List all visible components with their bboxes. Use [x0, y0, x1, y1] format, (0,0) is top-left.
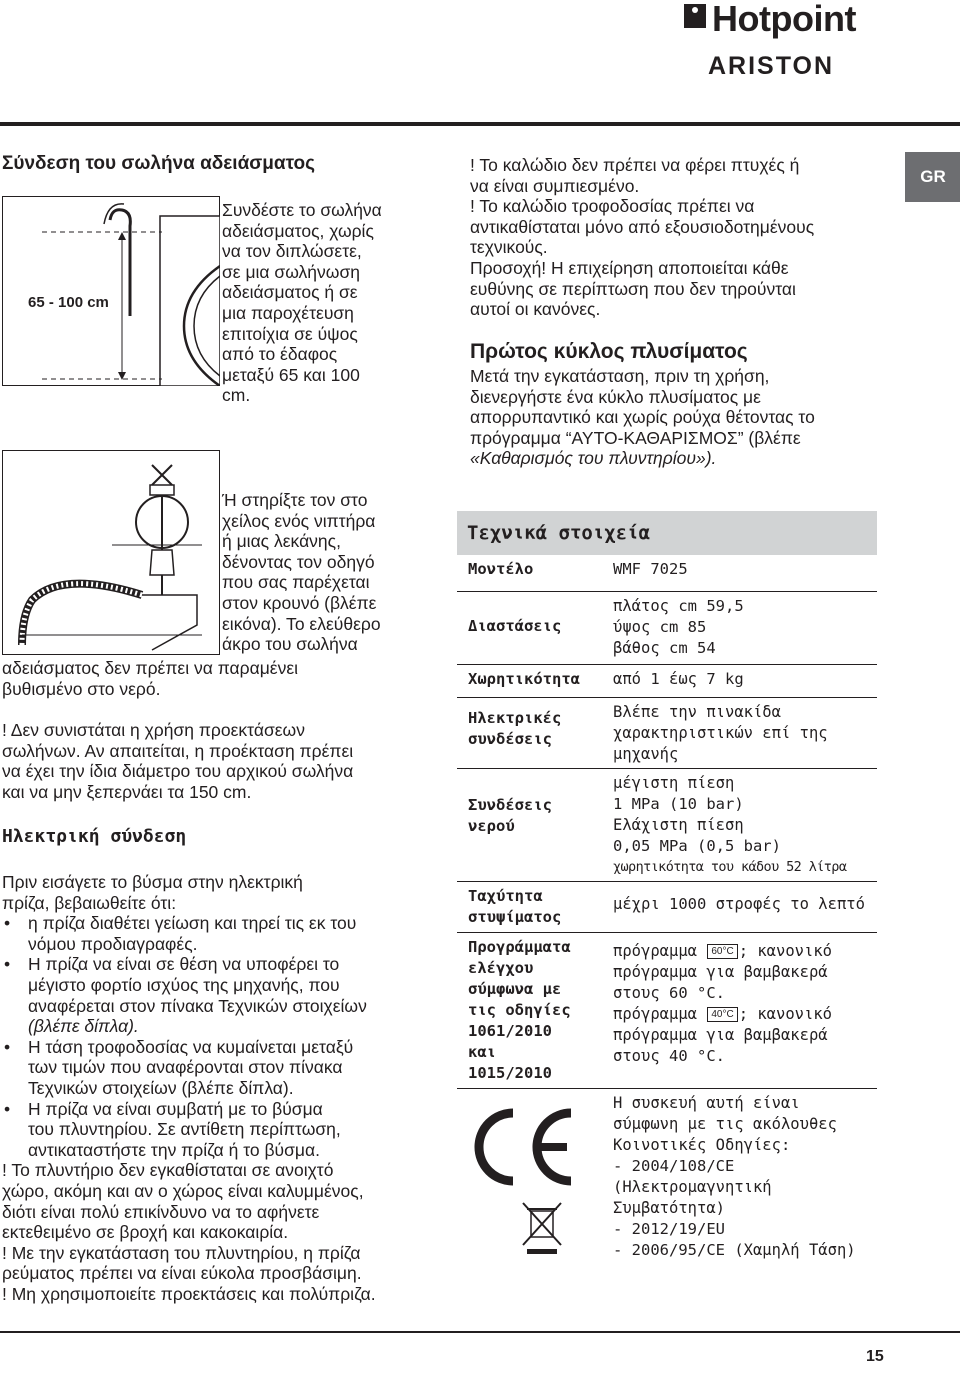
table-row [457, 768, 877, 881]
text-line: μέγιστη πίεση [613, 774, 735, 792]
text-line: ! Το πλυντήριο δεν εγκαθίσταται σε ανοιχτό [2, 1160, 334, 1181]
text-line: των τιμών που αναφέρονται στον πίνακα [28, 1057, 343, 1078]
text-line: να είναι συμπιεσμένο. [470, 175, 640, 196]
table-row [457, 591, 877, 664]
spec-value: μέχρι 1000 στροφές το λεπτό [613, 895, 865, 913]
text-line: επιτοίχια σε ύψος [222, 323, 358, 344]
text-line [613, 941, 877, 962]
text-line: Προσοχή! Η επιχείρηση αποποιείται κάθε [470, 257, 789, 278]
extension-warning [2, 720, 442, 802]
text-line [613, 1004, 877, 1025]
text-line: άκρο του σωλήνα [222, 634, 358, 655]
text-line: δένοντας τον οδηγό [222, 551, 375, 572]
text-line: Πριν εισάγετε το βύσμα στην ηλεκτρική [2, 872, 303, 892]
text-line: χείλος ενός νιπτήρα [222, 510, 376, 531]
text-line: αδειάσματος, χωρίς [222, 220, 374, 241]
brand-logo: Hotpoint [712, 0, 856, 39]
specs-title: Τεχνικά στοιχεία [457, 511, 877, 555]
page-number: 15 [866, 1348, 884, 1365]
text-line: συνδέσεις [468, 730, 552, 748]
text-line: (Ηλεκτρομαγνητική [613, 1178, 772, 1196]
text-line: αναφέρεται στον πίνακα Τεχνικών στοιχείων [28, 995, 367, 1016]
text-line: από το έδαφος [222, 344, 338, 365]
sink-text-tail [2, 658, 442, 699]
text-line: τις οδηγίες [468, 1001, 571, 1019]
text-line: ύψος cm 85 [613, 618, 707, 636]
text-line: αδειάσματος δεν πρέπει να παραμένει [2, 658, 299, 678]
list-item [2, 913, 422, 954]
text-line: 1061/2010 [468, 1022, 552, 1040]
text-line: πρόγραμμα για βαμβακερά [613, 963, 828, 981]
temperature-40-icon: 40°C [707, 1007, 737, 1022]
text-line: 1 MPa (10 bar) [613, 795, 744, 813]
table-row [457, 932, 877, 1088]
sink-figure [2, 450, 220, 655]
text-line: αντικαθίσταται μόνο από εξουσιοδοτημένους [470, 216, 815, 237]
text-line: ! Με την εγκατάσταση του πλυντηρίου, η πρίζα [2, 1242, 361, 1263]
text-line: Ηλεκτρικές [468, 709, 562, 727]
text-line: Τεχνικών στοιχείων (βλέπε δίπλα). [28, 1077, 294, 1098]
ce-mark-icon [463, 1099, 598, 1259]
text-line: 1015/2010 [468, 1064, 552, 1082]
spec-key: Χωρητικότητα [468, 670, 580, 688]
table-row [457, 664, 877, 697]
text-fragment: πρόγραμμα [613, 942, 697, 960]
text-line: Προγράμματα [468, 938, 571, 956]
text-fragment: ; κανονικό [738, 1005, 833, 1023]
text-line: σωλήνων. Αν απαιτείται, η προέκταση πρέπει [2, 740, 354, 761]
text-line: - 2004/108/CE [613, 1157, 735, 1175]
spec-value [605, 933, 877, 1088]
electrical-text [2, 872, 422, 1304]
text-line: - 2006/95/CE (Χαμηλή Τάση) [613, 1241, 856, 1259]
drain-wall-figure [2, 196, 220, 386]
list-item [2, 954, 422, 1036]
text-line: ! Μη χρησιμοποιείτε προεκτάσεις και πολύπριζα. [2, 1283, 376, 1304]
text-line: Κοινοτικές Οδηγίες: [613, 1136, 791, 1154]
text-line: στους 40 °C. [613, 1047, 725, 1065]
text-line: πρίζα, βεβαιωθείτε ότι: [2, 892, 177, 913]
text-line: νερού [468, 817, 515, 835]
text-line: χώρο, ακόμη και αν ο χώρος είναι καλυμμένος, [2, 1180, 364, 1201]
sink-text [222, 490, 422, 655]
text-fragment: πρόγραμμα [613, 1005, 697, 1023]
text-line: μεταξύ 65 και 100 [222, 364, 360, 385]
spec-value: από 1 έως 7 kg [613, 670, 744, 688]
drain-title: Σύνδεση του σωλήνα αδειάσματος [2, 153, 316, 174]
text-line: και να μην ξεπερνάει τα 150 cm. [2, 781, 252, 802]
drain-text [222, 200, 422, 406]
electrical-title: Ηλεκτρική σύνδεση [2, 826, 187, 847]
spec-key: Διαστάσεις [468, 617, 562, 635]
text-line: να τον διπλώσετε, [222, 241, 362, 262]
weee-bin-icon [523, 1203, 561, 1254]
text-line: • Η τάση τροφοδοσίας να κυμαίνεται μεταξύ [28, 1036, 354, 1057]
text-line: και [468, 1043, 496, 1061]
footer-rule [0, 1331, 960, 1333]
first-cycle-text [470, 366, 890, 469]
text-line: που σας παρέχεται [222, 572, 370, 593]
text-line: - 2012/19/EU [613, 1220, 725, 1238]
text-line: πρόγραμμα για βαμβακερά [613, 1026, 828, 1044]
text-line: Ή στηρίξτε τον στο [222, 490, 368, 510]
text-line: cm. [222, 385, 251, 406]
text-line: πλάτος cm 59,5 [613, 597, 744, 615]
text-line: σύμφωνα με [468, 980, 562, 998]
text-line: αυτοί οι κανόνες. [470, 299, 601, 320]
text-line: χωρητικότητα του κάδου 52 λίτρα [613, 859, 847, 875]
text-line: αδειάσματος ή σε [222, 282, 358, 303]
text-line: σύμφωνη με τις ακόλουθες [613, 1115, 837, 1133]
text-fragment: ; κανονικό [738, 942, 833, 960]
text-line: μια παροχέτευση [222, 302, 354, 323]
text-line: απορρυπαντικό και χωρίς ρούχα θέτοντας το [470, 407, 815, 428]
language-tab: GR [905, 152, 960, 202]
text-line: διενεργήστε ένα κύκλο πλυσίματος με [470, 386, 761, 407]
spec-key: Μοντέλο [468, 560, 534, 578]
text-line: ! Δεν συνιστάται η χρήση προεκτάσεων [2, 720, 305, 740]
text-line: βάθος cm 54 [613, 639, 716, 657]
text-line: στυψίματος [468, 908, 562, 926]
spec-key [457, 698, 605, 768]
text-line: • Η πρίζα να είναι σε θέση να υποφέρει το [28, 954, 340, 975]
text-line: να έχει την ίδια διάμετρο του αρχικού σωλήνα [2, 761, 354, 782]
text-line: ελέγχου [468, 959, 534, 977]
certification-marks [457, 1089, 605, 1269]
text-line: εικόνα). Το ελεύθερο [222, 613, 381, 634]
text-line: Ταχύτητα [468, 887, 543, 905]
text-line: Συνδέστε το σωλήνα [222, 200, 382, 220]
specs-table [457, 511, 877, 1269]
text-line: ! Το καλώδιο δεν πρέπει να φέρει πτυχές ή [470, 155, 800, 175]
text-line: σε μια σωλήνωση [222, 261, 360, 282]
text-line: πρόγραμμα “ΑΥΤΟ-ΚΑΘΑΡΙΣΜΟΣ” (βλέπε [470, 427, 801, 448]
text-line: μηχανής [613, 745, 679, 763]
text-line: Συνδέσεις [468, 796, 552, 814]
spec-key [457, 933, 605, 1088]
temperature-60-icon: 60°C [707, 944, 737, 959]
table-row [457, 555, 877, 591]
brand-sublogo: ARISTON [708, 52, 835, 80]
spec-key [457, 769, 605, 881]
text-line: Συμβατότητα) [613, 1199, 725, 1217]
list-item [2, 1099, 422, 1161]
brand-logo-mark [684, 4, 706, 28]
text-line: Η συσκευή αυτή είναι [613, 1094, 800, 1112]
text-line: ! Το καλώδιο τροφοδοσίας πρέπει να [470, 196, 755, 217]
table-row [457, 1088, 877, 1269]
text-line: αντικαταστήστε την πρίζα ή το βύσμα. [28, 1139, 320, 1160]
text-line: ευθύνης σε περίπτωση που δεν τηρούνται [470, 278, 796, 299]
ce-directives [605, 1089, 877, 1269]
spec-value [605, 769, 877, 881]
text-line: ρεύματος πρέπει να είναι εύκολα προσβάσιμη. [2, 1263, 362, 1284]
spec-key [457, 882, 605, 932]
text-line: εκτεθειμένο σε βροχή και κακοκαιρία. [2, 1222, 289, 1243]
text-line: Ελάχιστη πίεση [613, 816, 744, 834]
text-line: του πλυντηρίου. Σε αντίθετη περίπτωση, [28, 1119, 341, 1140]
text-line: • Η πρίζα να είναι συμβατή με το βύσμα [28, 1098, 323, 1119]
text-line: • η πρίζα διαθέτει γείωση και τηρεί τις εκ του [28, 913, 357, 934]
table-row [457, 697, 877, 768]
text-line: στους 60 °C. [613, 984, 725, 1002]
text-line: «Καθαρισμός του πλυντηρίου»). [470, 448, 717, 469]
text-line: διότι είναι πολύ επικίνδυνο να το αφήνετε [2, 1201, 320, 1222]
header-rule [0, 122, 960, 126]
cable-notes [470, 155, 890, 320]
text-line: Μετά την εγκατάσταση, πριν τη χρήση, [470, 366, 770, 386]
text-line: νόμου προδιαγραφές. [28, 933, 198, 954]
text-line: τεχνικούς. [470, 237, 548, 258]
text-line: 0,05 MPa (0,5 bar) [613, 837, 781, 855]
height-label: 65 - 100 cm [28, 294, 109, 311]
table-row [457, 881, 877, 932]
electrical-checklist [2, 913, 422, 1160]
spec-value [605, 698, 877, 768]
text-line: στον κρουνό (βλέπε [222, 592, 377, 613]
text-line: Βλέπε την πινακίδα [613, 703, 781, 721]
text-line: χαρακτηριστικών επί της [613, 724, 828, 742]
text-line: μέγιστο φορτίο ισχύος της μηχανής, που [28, 974, 340, 995]
list-item [2, 1037, 422, 1099]
text-line: ή μιας λεκάνης, [222, 531, 341, 552]
spec-value [605, 592, 877, 664]
spec-value: WMF 7025 [613, 560, 688, 578]
text-line: (βλέπε δίπλα). [28, 1016, 139, 1037]
first-cycle-title: Πρώτος κύκλος πλυσίματος [470, 340, 748, 363]
text-line: βυθισμένο στο νερό. [2, 678, 161, 699]
